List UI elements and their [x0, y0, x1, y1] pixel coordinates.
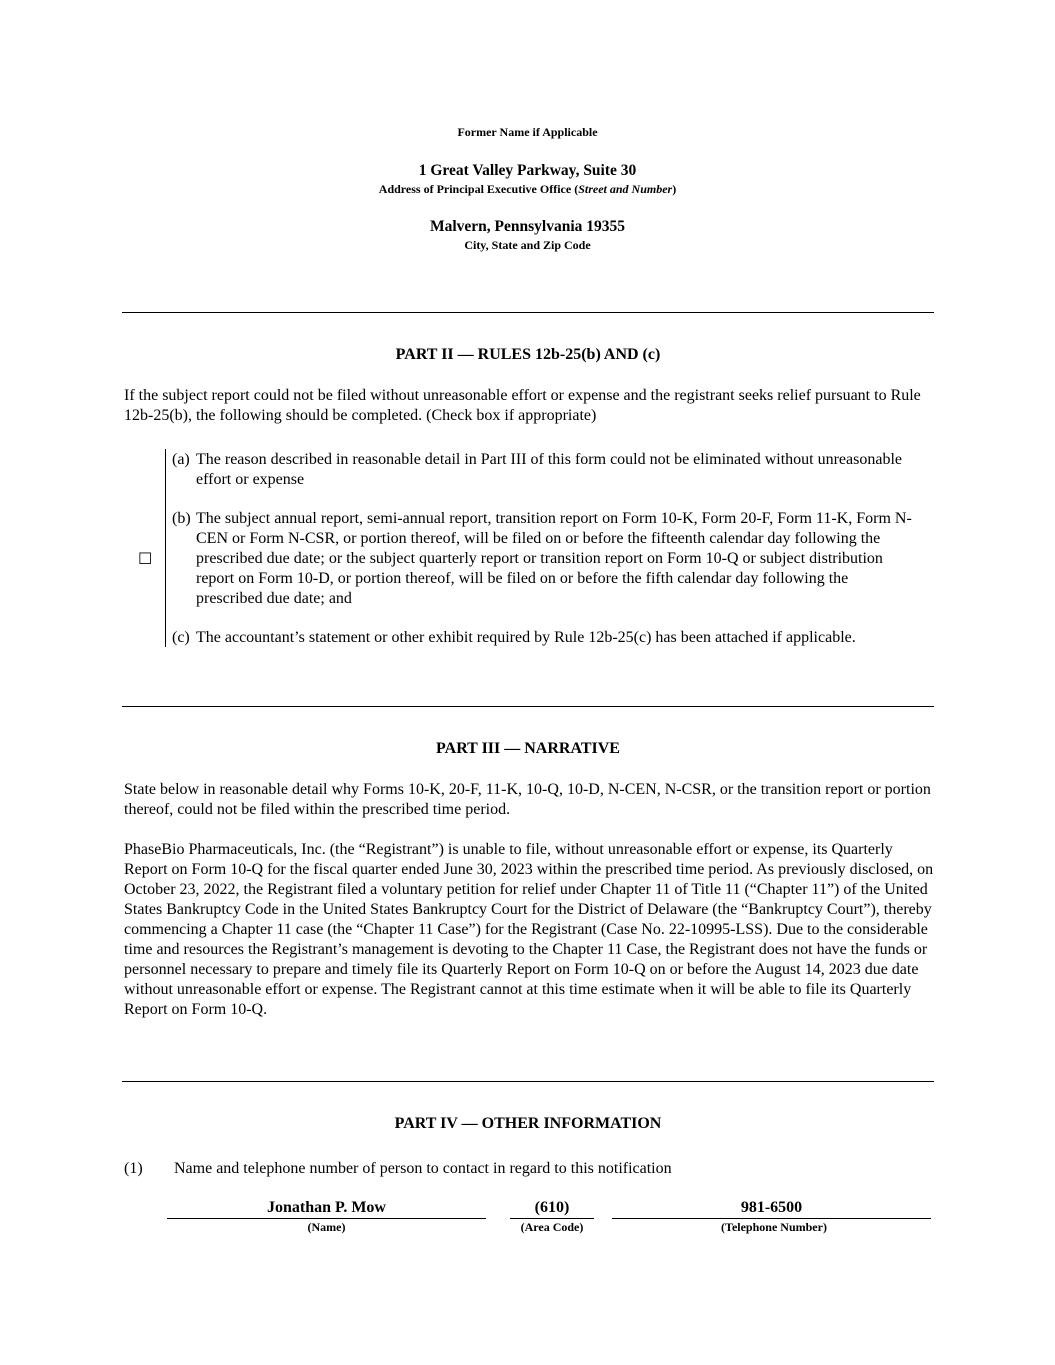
address-caption-suffix: ): [672, 182, 677, 196]
contact-phone: 981-6500: [740, 1199, 803, 1216]
part4-item1-number: (1): [124, 1160, 143, 1177]
part2-item-a-label: (a): [172, 451, 190, 468]
contact-area-code-caption: (Area Code): [520, 1220, 584, 1234]
contact-name-line: [167, 1218, 486, 1219]
part2-intro: If the subject report could not be filed without unreasonable effort or expense and the registrant seeks relief pursuant to Rule 12b-25(b), the following should be completed. (Check box if appropriate): [124, 387, 921, 424]
part4-heading: PART IV — OTHER INFORMATION: [394, 1115, 662, 1132]
divider-2: [122, 706, 934, 707]
address-value: 1 Great Valley Parkway, Suite 30: [418, 162, 637, 179]
contact-phone-caption: (Telephone Number): [721, 1220, 827, 1234]
part2-heading: PART II — RULES 12b-25(b) AND (c): [395, 346, 661, 363]
contact-area-code: (610): [534, 1199, 570, 1216]
address-caption: [0, 182, 1055, 197]
part2-item-b-text: The subject annual report, semi-annual report, transition report on Form 10-K, Form 20-F, Form 11-K, Form N-CEN or Form N-CSR, or portion thereof, will be filed on or before the fifteenth calendar day following the prescribed due date; or the subject quarterly report or transition report on Form 10-Q or subject distribution report on Form 10-D, or portion thereof, will be filed on or before the fifth calendar day following the prescribed due date; and: [196, 510, 912, 607]
part3-heading: PART III — NARRATIVE: [436, 740, 620, 757]
contact-area-code-line: [510, 1218, 594, 1219]
divider-1: [122, 312, 934, 313]
contact-name-caption: (Name): [307, 1220, 346, 1234]
part2-item-b-label: (b): [172, 510, 191, 527]
part2-checkbox[interactable]: ☐: [138, 549, 153, 568]
divider-3: [122, 1081, 934, 1082]
city-value: Malvern, Pennsylvania 19355: [429, 218, 626, 235]
former-name-caption: Former Name if Applicable: [457, 125, 598, 139]
part2-item-c-text: The accountant’s statement or other exhibit required by Rule 12b-25(c) has been attached if applicable.: [196, 629, 856, 646]
contact-name: Jonathan P. Mow: [267, 1199, 386, 1216]
address-caption-prefix: Address of Principal Executive Office (: [378, 182, 579, 196]
part2-bracket-line: [165, 449, 166, 647]
part2-item-a-text: The reason described in reasonable detail in Part III of this form could not be eliminated without unreasonable effort or expense: [196, 451, 902, 488]
part2-item-c-label: (c): [172, 629, 190, 646]
address-caption-italic: Street and Number: [578, 182, 673, 196]
part3-narrative: PhaseBio Pharmaceuticals, Inc. (the “Registrant”) is unable to file, without unreasonable effort or expense, its Quarterly Report on Form 10-Q for the fiscal quarter ended June 30, 2023 within the prescribed time period. As previously disclosed, on October 23, 2022, the Registrant filed a voluntary petition for relief under Chapter 11 of Title 11 (“Chapter 11”) of the United States Bankruptcy Code in the United States Bankruptcy Court for the District of Delaware (the “Bankruptcy Court”), thereby commencing a Chapter 11 case (the “Chapter 11 Case”) for the Registrant (Case No. 22-10995-LSS). Due to the considerable time and resources the Registrant’s management is devoting to the Chapter 11 Case, the Registrant does not have the funds or personnel necessary to prepare and timely file its Quarterly Report on Form 10-Q on or before the August 14, 2023 due date without unreasonable effort or expense. The Registrant cannot at this time estimate when it will be able to file its Quarterly Report on Form 10-Q.: [124, 841, 934, 1018]
city-caption: City, State and Zip Code: [464, 238, 591, 252]
part4-item1-text: Name and telephone number of person to contact in regard to this notification: [174, 1160, 672, 1177]
contact-phone-line: [612, 1218, 931, 1219]
part3-instruction: State below in reasonable detail why Forms 10-K, 20-F, 11-K, 10-Q, 10-D, N-CEN, N-CSR, or the transition report or portion thereof, could not be filed within the prescribed time period.: [124, 781, 931, 818]
